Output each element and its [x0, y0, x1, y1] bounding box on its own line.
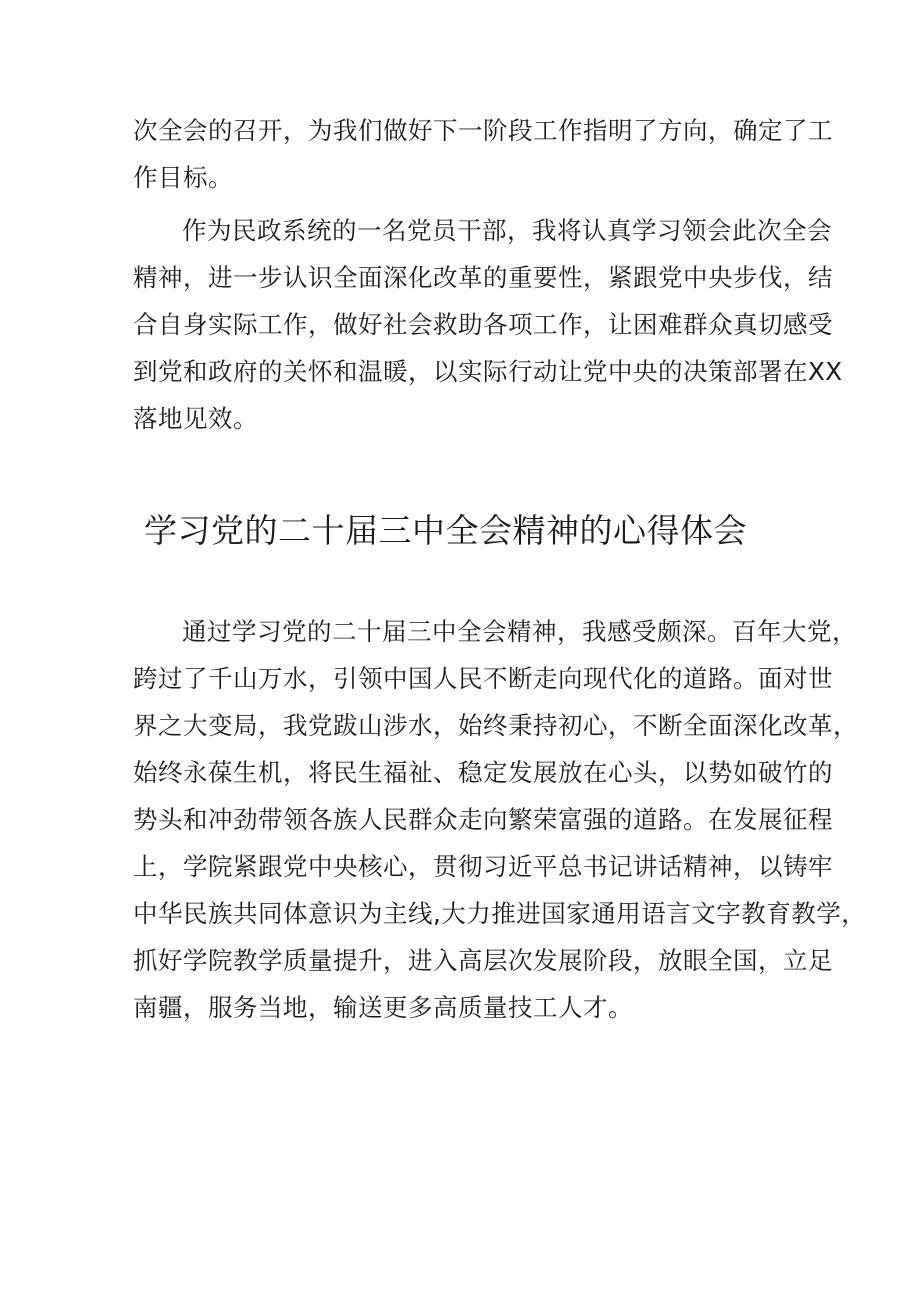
text-line: 跨过了千山万水，引领中国人民不断走向现代化的道路。面对世: [133, 664, 833, 693]
text-line: 中华民族共同体意识为主线,大力推进国家通用语言文字教育教学，: [133, 899, 867, 928]
text-line: 抓好学院教学质量提升，进入高层次发展阶段，放眼全国，立足: [133, 946, 833, 975]
text-line: 南疆，服务当地，输送更多高质量技工人才。: [133, 993, 633, 1022]
text-line: 次全会的召开，为我们做好下一阶段工作指明了方向，确定了工: [133, 116, 833, 145]
text-line: 作为民政系统的一名党员干部，我将认真学习领会此次全会: [182, 216, 832, 245]
text-line: 上，学院紧跟党中央核心，贯彻习近平总书记讲话精神，以铸牢: [133, 852, 833, 881]
text-line: 势头和冲劲带领各族人民群众走向繁荣富强的道路。在发展征程: [133, 805, 833, 834]
paragraph-continuation: [133, 107, 833, 201]
text-line: 落地见效。: [133, 404, 258, 433]
text-line: 通过学习党的二十届三中全会精神，我感受颇深。百年大党，: [182, 617, 857, 646]
text-line: 精神，进一步认识全面深化改革的重要性，紧跟党中央步伐，结: [133, 263, 833, 292]
section-title: 学习党的二十届三中全会精神的心得体会: [144, 511, 747, 550]
text-line: 作目标。: [133, 163, 233, 192]
text-line: 始终永葆生机，将民生福祉、稳定发展放在心头，以势如破竹的: [133, 758, 833, 787]
text-line: 界之大变局，我党跋山涉水，始终秉持初心，不断全面深化改革，: [133, 711, 858, 740]
text-line: 合自身实际工作，做好社会救助各项工作，让困难群众真切感受: [133, 310, 833, 339]
text-line: 到党和政府的关怀和温暖，以实际行动让党中央的决策部署在XX: [133, 357, 843, 386]
paragraph-study-reflection: [133, 608, 867, 1031]
paragraph-civil-affairs: [133, 207, 843, 442]
